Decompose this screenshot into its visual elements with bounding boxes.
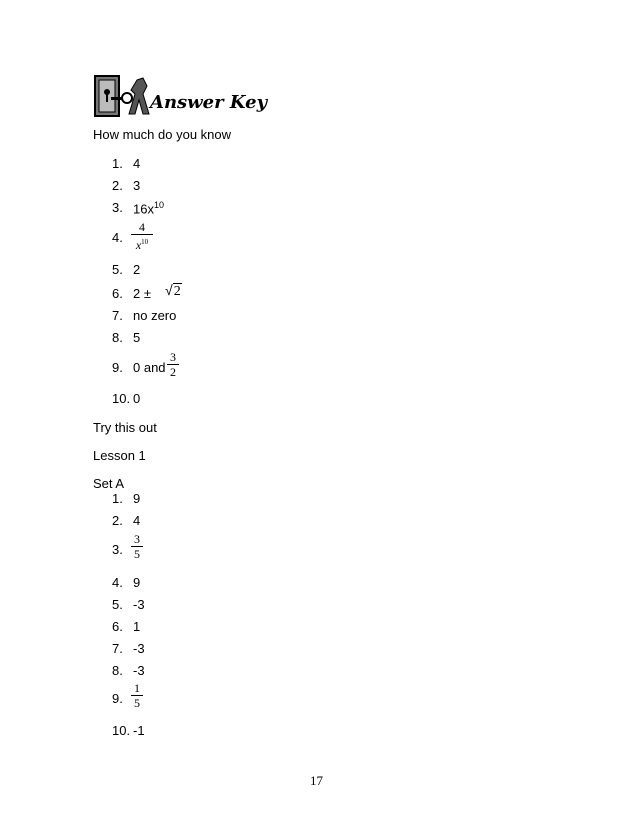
list-item-answer: -3	[133, 663, 145, 678]
list-item-answer: -1	[133, 723, 145, 738]
section-heading: Try this out	[93, 420, 157, 435]
list-item-answer: 2	[133, 262, 141, 277]
list-item-answer: 2 ±	[133, 286, 151, 301]
list-item-answer: 9	[133, 575, 141, 590]
section-heading: Set A	[93, 476, 125, 491]
list-item-answer: 9	[133, 491, 141, 506]
fraction: 4 $x^{10}$	[131, 220, 153, 252]
list-item-answer: -3	[133, 641, 145, 656]
list-item-number: 1.	[112, 491, 123, 506]
fraction: 3 5	[131, 532, 143, 561]
list-item-number: 8.	[112, 330, 123, 345]
list-item-number: 4.	[112, 230, 123, 245]
list-item-number: 2.	[112, 513, 123, 528]
list-item-answer: $16x^{10}$	[133, 200, 164, 217]
list-item-answer: -3	[133, 597, 145, 612]
list-item-number: 7.	[112, 308, 123, 323]
page-number: 17	[310, 773, 323, 788]
list-item-number: 3.	[112, 200, 123, 215]
list-item-number: 9.	[112, 360, 123, 375]
page-title: Answer Key	[150, 92, 268, 113]
list-item-answer: 5	[133, 330, 141, 345]
square-root: √2	[165, 282, 181, 299]
list-item-number: 1.	[112, 156, 123, 171]
list-item-number: 2.	[112, 178, 123, 193]
list-item-answer: no zero	[133, 308, 177, 323]
fraction: 1 5	[131, 681, 143, 710]
list-item-answer: 0	[133, 391, 141, 406]
list-item-number: 10.	[112, 723, 131, 738]
list-item-number: 5.	[112, 597, 123, 612]
list-item-number: 6.	[112, 619, 123, 634]
list-item-number: 10.	[112, 391, 131, 406]
list-item-number: 6.	[112, 286, 123, 301]
list-item-answer: 3	[133, 178, 141, 193]
fraction: 3 2	[167, 350, 179, 379]
list-item-answer: 4	[133, 513, 141, 528]
list-item-number: 3.	[112, 542, 123, 557]
list-item-number: 8.	[112, 663, 123, 678]
list-item-number: 9.	[112, 691, 123, 706]
list-item-number: 4.	[112, 575, 123, 590]
list-item-answer: 4	[133, 156, 141, 171]
list-item-answer: 1	[133, 619, 141, 634]
list-item-answer: 0 and	[133, 360, 166, 375]
list-item-number: 7.	[112, 641, 123, 656]
list-item-number: 5.	[112, 262, 123, 277]
section-heading: How much do you know	[93, 127, 232, 142]
answer-key-logo	[93, 74, 153, 118]
key-door-icon	[93, 74, 153, 118]
section-heading: Lesson 1	[93, 448, 146, 463]
